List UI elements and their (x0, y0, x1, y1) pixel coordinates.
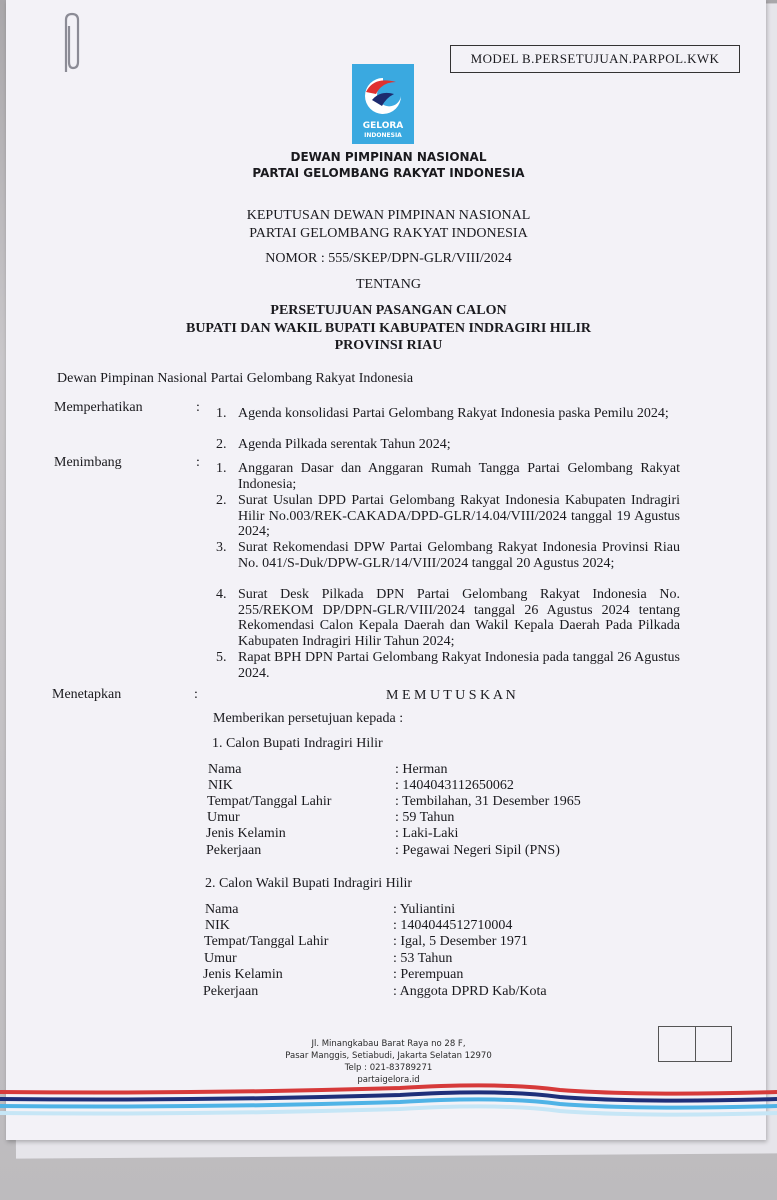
tentang-label: TENTANG (356, 277, 421, 292)
c1-ttl-value: : Tembilahan, 31 Desember 1965 (395, 794, 581, 809)
logo-text-1: GELORA (362, 121, 404, 131)
subject-line-1: PERSETUJUAN PASANGAN CALON (270, 303, 507, 318)
c1-nik-key: NIK (208, 778, 233, 793)
memperhatikan-item-1: Agenda konsolidasi Partai Gelombang Rakyat Indonesia paska Pemilu 2024; (238, 406, 669, 421)
gelora-logo (352, 64, 414, 144)
decision-title-2: PARTAI GELOMBANG RAKYAT INDONESIA (249, 226, 528, 241)
paper-clip (58, 12, 84, 76)
footer-phone: Telp : 021-83789271 (344, 1063, 433, 1073)
menimbang-item-2: Surat Usulan DPD Partai Gelombang Rakyat Indonesia Kabupaten Indragiri Hilir No.003/REK-CAKADA/DPD-GLR/14.04/VIII/2024 tanggal 19 Agustus 2024; (238, 493, 680, 539)
menimbang-num-3: 3. (216, 540, 227, 555)
c2-job-value: : Anggota DPRD Kab/Kota (393, 984, 547, 999)
menimbang-label: Menimbang (54, 455, 122, 470)
memutuskan-title: M E M U T U S K A N (386, 688, 516, 703)
org-header-1: DEWAN PIMPINAN NASIONAL (290, 150, 487, 164)
c2-umur-value: : 53 Tahun (393, 951, 453, 966)
intro-text: Dewan Pimpinan Nasional Partai Gelombang Rakyat Indonesia (57, 371, 414, 386)
memperhatikan-num-2: 2. (216, 437, 227, 452)
memperhatikan-colon: : (196, 400, 200, 415)
c1-umur-key: Umur (207, 810, 240, 825)
c2-ttl-key: Tempat/Tanggal Lahir (204, 934, 329, 949)
c1-umur-value: : 59 Tahun (395, 810, 455, 825)
c1-gender-key: Jenis Kelamin (206, 826, 286, 841)
c2-umur-key: Umur (204, 951, 237, 966)
menimbang-num-1: 1. (216, 461, 227, 476)
footer-address-1: Jl. Minangkabau Barat Raya no 28 F, (311, 1039, 466, 1049)
footer-address-2: Pasar Manggis, Setiabudi, Jakarta Selatan 12970 (285, 1051, 492, 1061)
c1-job-value: : Pegawai Negeri Sipil (PNS) (395, 843, 560, 858)
c2-gender-value: : Perempuan (393, 967, 464, 982)
menimbang-item-1: Anggaran Dasar dan Anggaran Rumah Tangga Partai Gelombang Rakyat Indonesia; (238, 461, 680, 492)
approval-intro: Memberikan persetujuan kepada : (213, 711, 404, 726)
menimbang-item-3: Surat Rekomendasi DPW Partai Gelombang Rakyat Indonesia Provinsi Riau No. 041/S-Duk/DPW-GLR/14/VIII/2024 tanggal 20 Agustus 2024; (238, 540, 680, 571)
footer-wave-stripes (0, 1080, 777, 1120)
c1-nama-key: Nama (208, 762, 242, 777)
menetapkan-colon: : (194, 687, 198, 702)
candidate-2-heading: 2. Calon Wakil Bupati Indragiri Hilir (205, 876, 413, 891)
menimbang-item-5: Rapat BPH DPN Partai Gelombang Rakyat Indonesia pada tanggal 26 Agustus 2024. (238, 650, 680, 681)
c1-gender-value: : Laki-Laki (395, 826, 459, 841)
c2-nik-key: NIK (205, 918, 230, 933)
c1-nama-value: : Herman (395, 762, 448, 777)
logo-text-2: INDONESIA (364, 132, 402, 139)
footer-website: partaigelora.id (357, 1075, 420, 1085)
menetapkan-label: Menetapkan (52, 687, 122, 702)
menimbang-colon: : (196, 455, 200, 470)
subject-line-3: PROVINSI RIAU (334, 338, 443, 353)
c1-job-key: Pekerjaan (206, 843, 262, 858)
stripe-red (0, 1085, 777, 1093)
c2-nik-value: : 1404044512710004 (393, 918, 513, 933)
memperhatikan-num-1: 1. (216, 406, 227, 421)
menimbang-num-2: 2. (216, 493, 227, 508)
c1-nik-value: : 1404043112650062 (395, 778, 514, 793)
model-label: MODEL B.PERSETUJUAN.PARPOL.KWK (450, 45, 740, 73)
menimbang-num-4: 4. (216, 587, 227, 602)
c2-gender-key: Jenis Kelamin (203, 967, 283, 982)
c2-job-key: Pekerjaan (203, 984, 259, 999)
candidate-1-heading: 1. Calon Bupati Indragiri Hilir (212, 736, 383, 751)
decision-number: NOMOR : 555/SKEP/DPN-GLR/VIII/2024 (265, 251, 512, 266)
memperhatikan-item-2: Agenda Pilkada serentak Tahun 2024; (238, 437, 451, 452)
org-header-2: PARTAI GELOMBANG RAKYAT INDONESIA (252, 166, 525, 180)
c2-nama-value: : Yuliantini (393, 902, 456, 917)
memperhatikan-label: Memperhatikan (54, 400, 143, 415)
c2-nama-key: Nama (205, 902, 239, 917)
subject-line-2: BUPATI DAN WAKIL BUPATI KABUPATEN INDRAGIRI HILIR (185, 321, 591, 336)
menimbang-num-5: 5. (216, 650, 227, 665)
decision-title-1: KEPUTUSAN DEWAN PIMPINAN NASIONAL (246, 208, 531, 223)
menimbang-item-4: Surat Desk Pilkada DPN Partai Gelombang Rakyat Indonesia No. 255/REKOM DP/DPN-GLR/VIII/2024 tanggal 26 Agustus 2024 tentang Rekomendasi Calon Kepala Daerah dan Wakil Kepala Daerah Pada Pilkada Kabupaten Indragiri Hilir Tahun 2024; (238, 587, 680, 649)
c1-ttl-key: Tempat/Tanggal Lahir (207, 794, 332, 809)
c2-ttl-value: : Igal, 5 Desember 1971 (393, 934, 528, 949)
initials-box (658, 1026, 732, 1062)
